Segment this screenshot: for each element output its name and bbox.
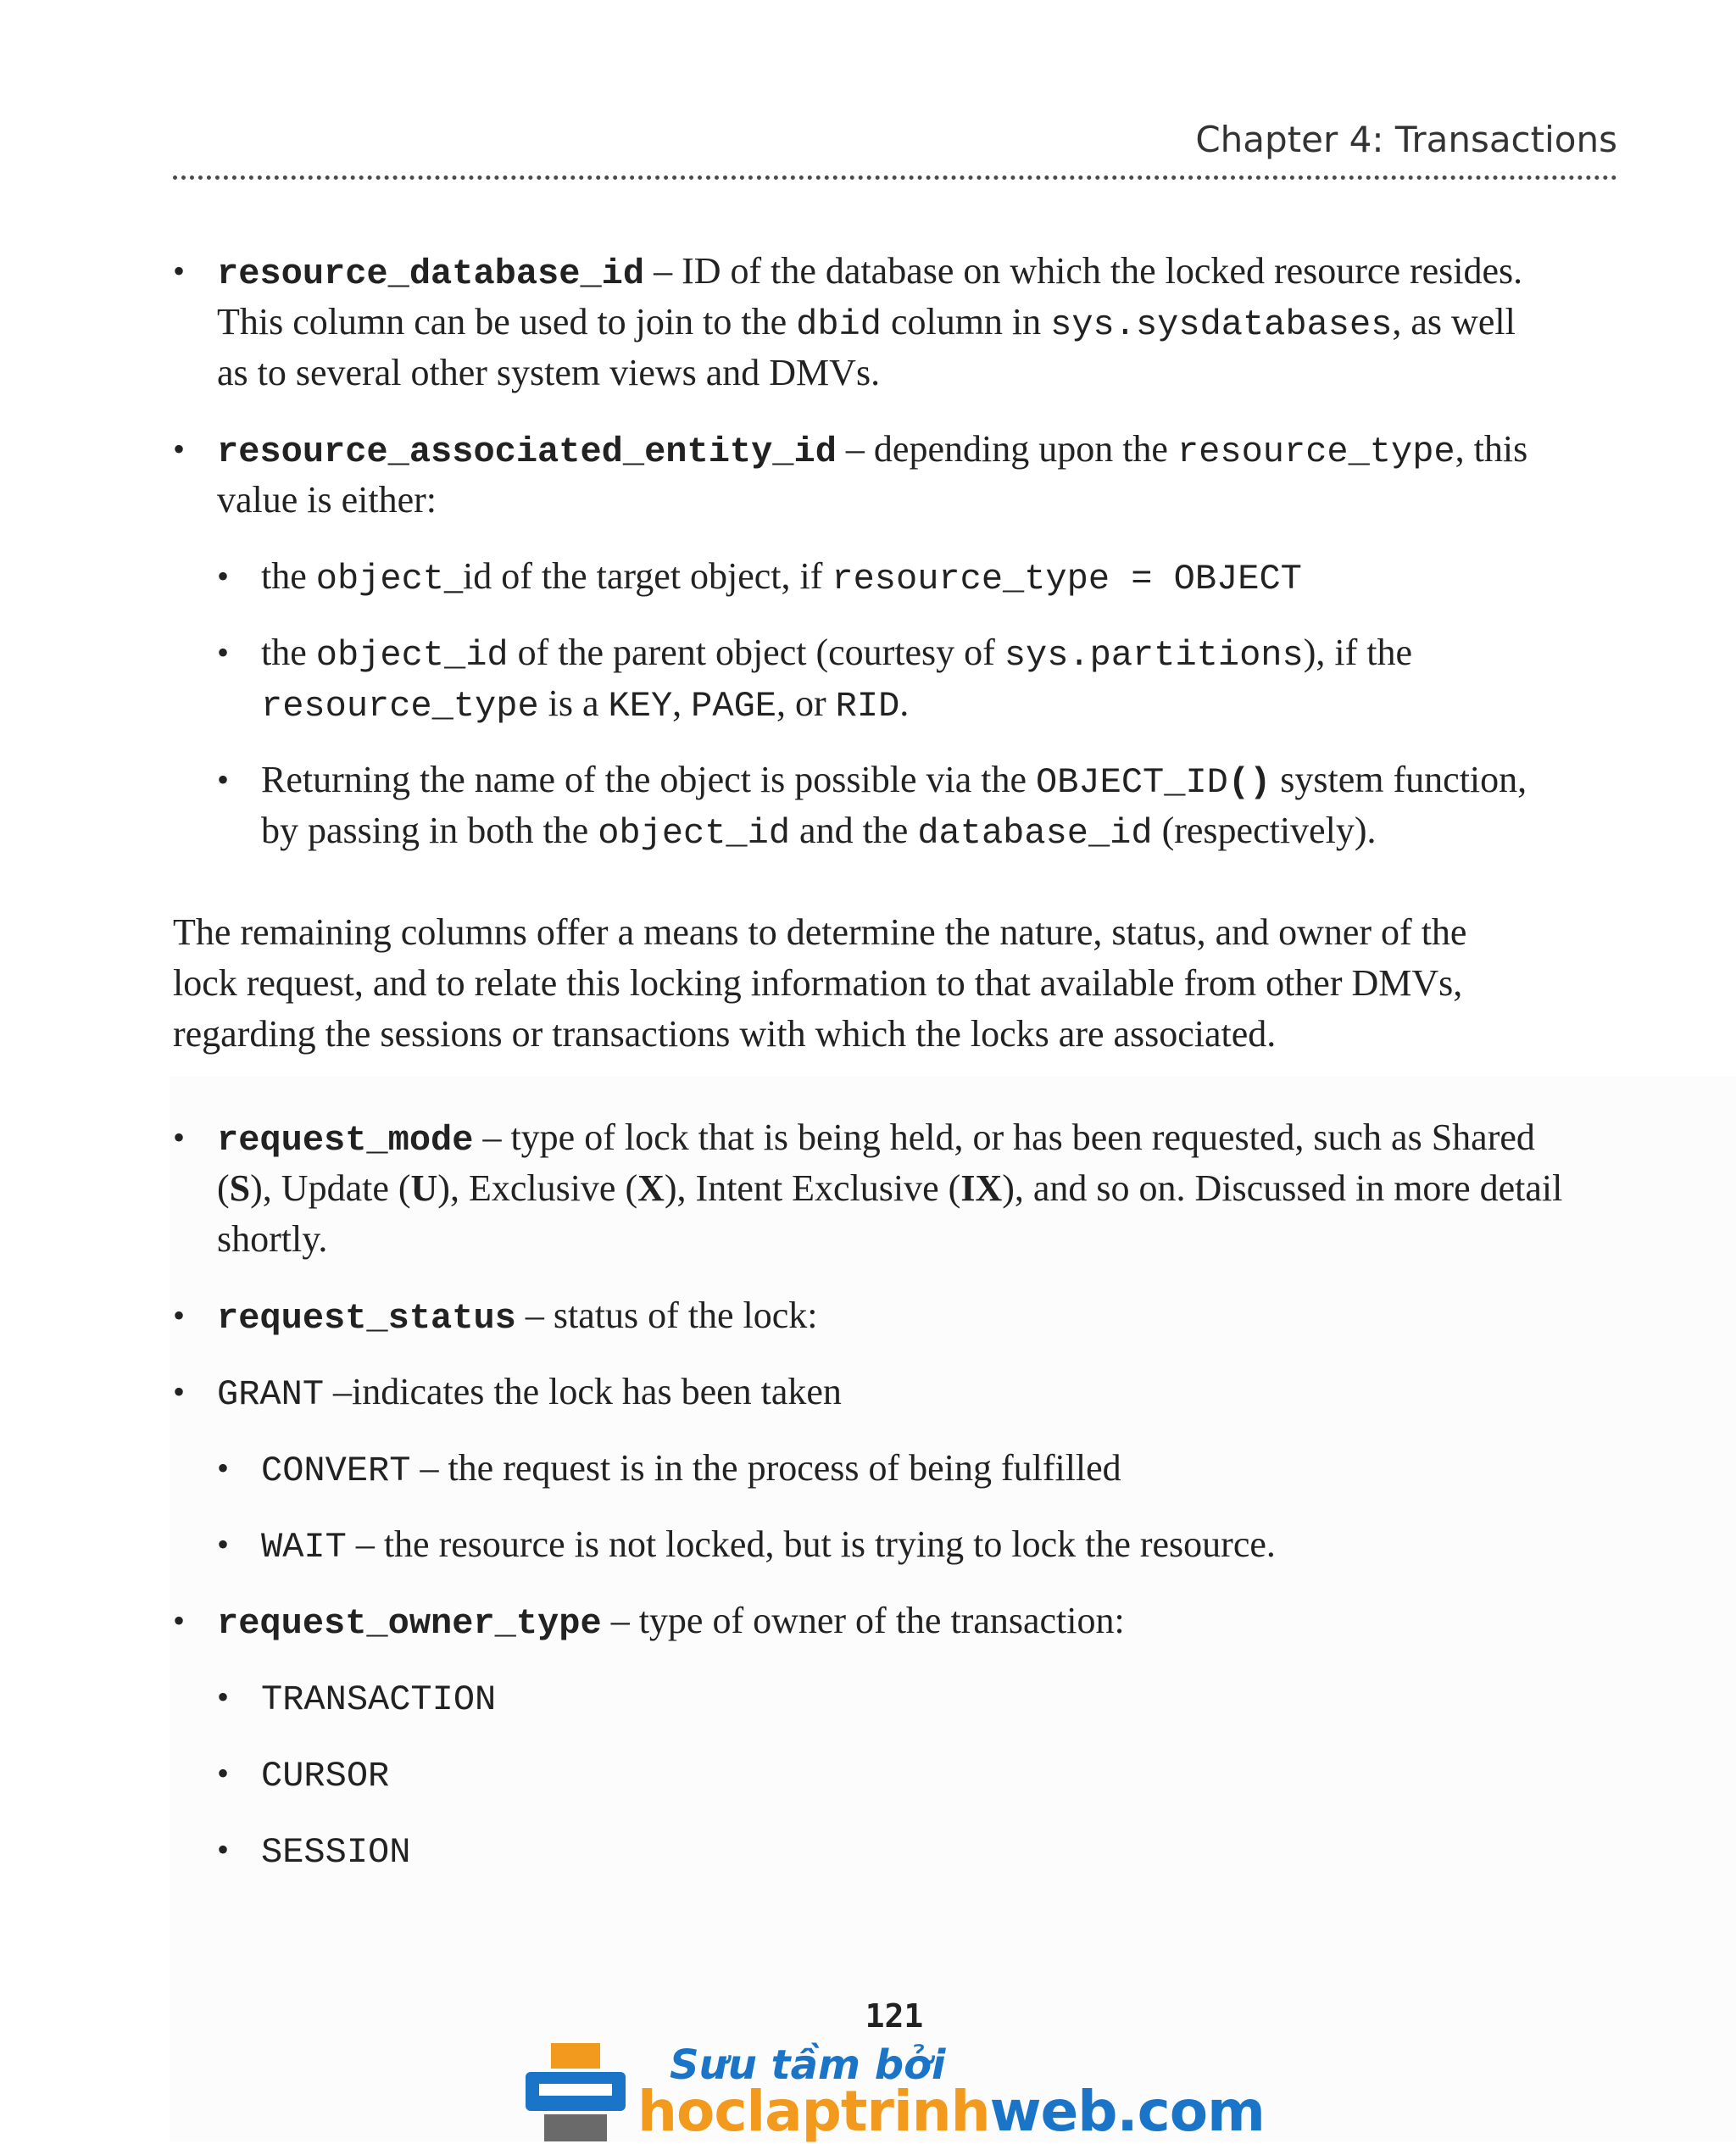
bullet-icon: • <box>173 252 186 290</box>
header-rule <box>173 175 1617 180</box>
term: resource_database_id <box>217 253 645 294</box>
bullet-icon: • <box>217 557 230 595</box>
watermark-top-text: Sưu tầm bởi <box>670 2041 946 2089</box>
bullet-icon: • <box>217 1678 230 1716</box>
term: request_owner_type <box>217 1603 602 1644</box>
bullet-icon: • <box>217 1525 230 1563</box>
bullet-icon: • <box>173 430 186 468</box>
bullet-icon: • <box>173 1118 186 1156</box>
watermark-site: hoclaptrinhweb.com <box>637 2079 1265 2144</box>
bullet-icon: • <box>173 1296 186 1334</box>
term: request_status <box>217 1298 516 1339</box>
bullet-icon: • <box>217 633 230 671</box>
bullet-icon: • <box>217 1449 230 1487</box>
bullet-icon: • <box>217 760 230 799</box>
bullet-icon: • <box>173 1373 186 1411</box>
printer-logo-icon <box>526 2043 626 2141</box>
bullet-icon: • <box>217 1754 230 1792</box>
term: resource_associated_entity_id <box>217 432 837 472</box>
bullet-icon: • <box>217 1830 230 1868</box>
bullet-icon: • <box>173 1601 186 1640</box>
running-header: Chapter 4: Transactions <box>1195 119 1617 160</box>
page-number: 121 <box>865 1997 924 2035</box>
term: request_mode <box>217 1120 474 1161</box>
